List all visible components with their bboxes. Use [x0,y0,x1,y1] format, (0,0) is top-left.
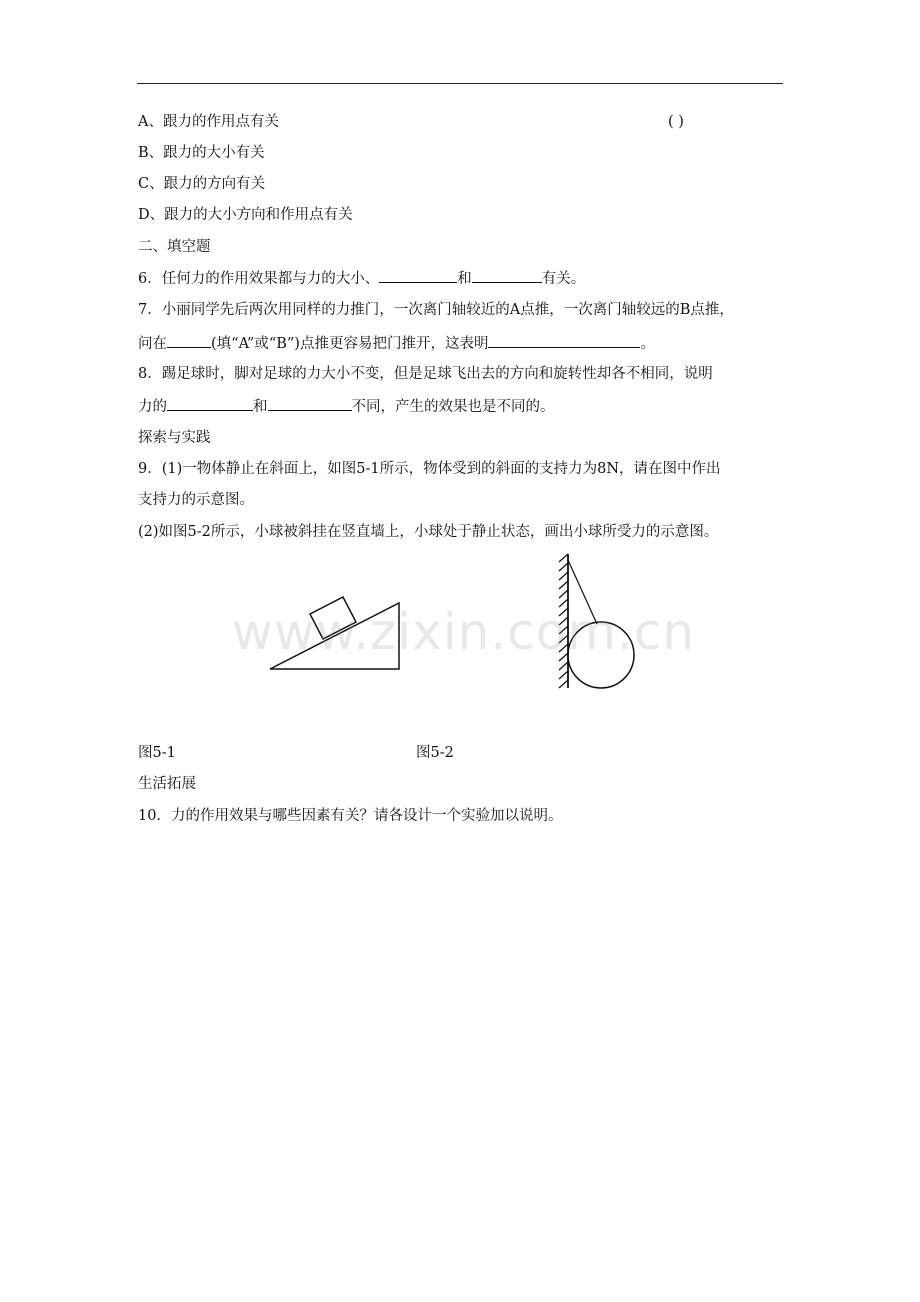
answer-parentheses: ( ) [668,114,684,130]
question-9-line-1: 9．(1)一物体静止在斜面上，如图5-1所示，物体受到的斜面的支持力为8N，请在图中作出 [138,461,721,477]
figure-5-2-hanging-ball [548,552,640,690]
q8-blank-1[interactable] [167,396,253,411]
figure-5-1-incline [260,590,410,680]
q7-blank-2[interactable] [488,333,640,348]
q6-blank-1[interactable] [379,268,457,283]
question-7-line-2 [138,333,655,354]
wall-hatching [559,554,568,688]
q6-text-b: 和 [457,271,472,287]
section-title-fill-blank: 二、填空题 [138,239,211,255]
q7-text-c: 。 [640,336,655,352]
question-8-line-1: 8．踢足球时，脚对足球的力大小不变，但是足球飞出去的方向和旋转性却各不相同，说明 [138,366,713,382]
watermark: www.zixin.com.cn [232,603,696,661]
option-c: C、跟力的方向有关 [138,176,266,192]
q8-text-b: 和 [253,399,268,415]
section-title-life: 生活拓展 [138,776,196,792]
option-a: A、跟力的作用点有关 [138,114,279,130]
question-7-line-1: 7．小丽同学先后两次用同样的力推门，一次离门轴较近的A点推，一次离门轴较远的B点推， [138,302,734,318]
section-title-explore: 探索与实践 [138,430,211,446]
header-rule [137,83,783,84]
question-9-line-2: 支持力的示意图。 [138,492,254,508]
q8-text-c: 不同，产生的效果也是不同的。 [351,399,555,415]
block-on-incline [310,597,356,639]
figure-5-1-caption: 图5-1 [138,745,176,761]
hanging-string [568,560,597,624]
q7-blank-1[interactable] [167,333,211,348]
question-8-line-2 [138,396,555,417]
q8-blank-2[interactable] [268,396,352,411]
figure-5-2-caption: 图5-2 [416,745,454,761]
q6-text-a: 6．任何力的作用效果都与力的大小、 [138,271,380,287]
option-b: B、跟力的大小有关 [138,145,265,161]
q6-blank-2[interactable] [472,268,542,283]
q8-text-a: 力的 [138,399,167,415]
q7-text-b: (填“A”或“B”)点推更容易把门推开，这表明 [211,336,489,352]
ball [568,622,634,688]
question-6 [138,268,585,289]
question-9-line-3: (2)如图5-2所示，小球被斜挂在竖直墙上，小球处于静止状态，画出小球所受力的示意图。 [138,524,719,540]
option-d: D、跟力的大小方向和作用点有关 [138,207,353,223]
q7-text-a: 问在 [138,336,167,352]
q6-text-c: 有关。 [541,271,586,287]
question-10: 10．力的作用效果与哪些因素有关？请各设计一个实验加以说明。 [138,808,563,824]
